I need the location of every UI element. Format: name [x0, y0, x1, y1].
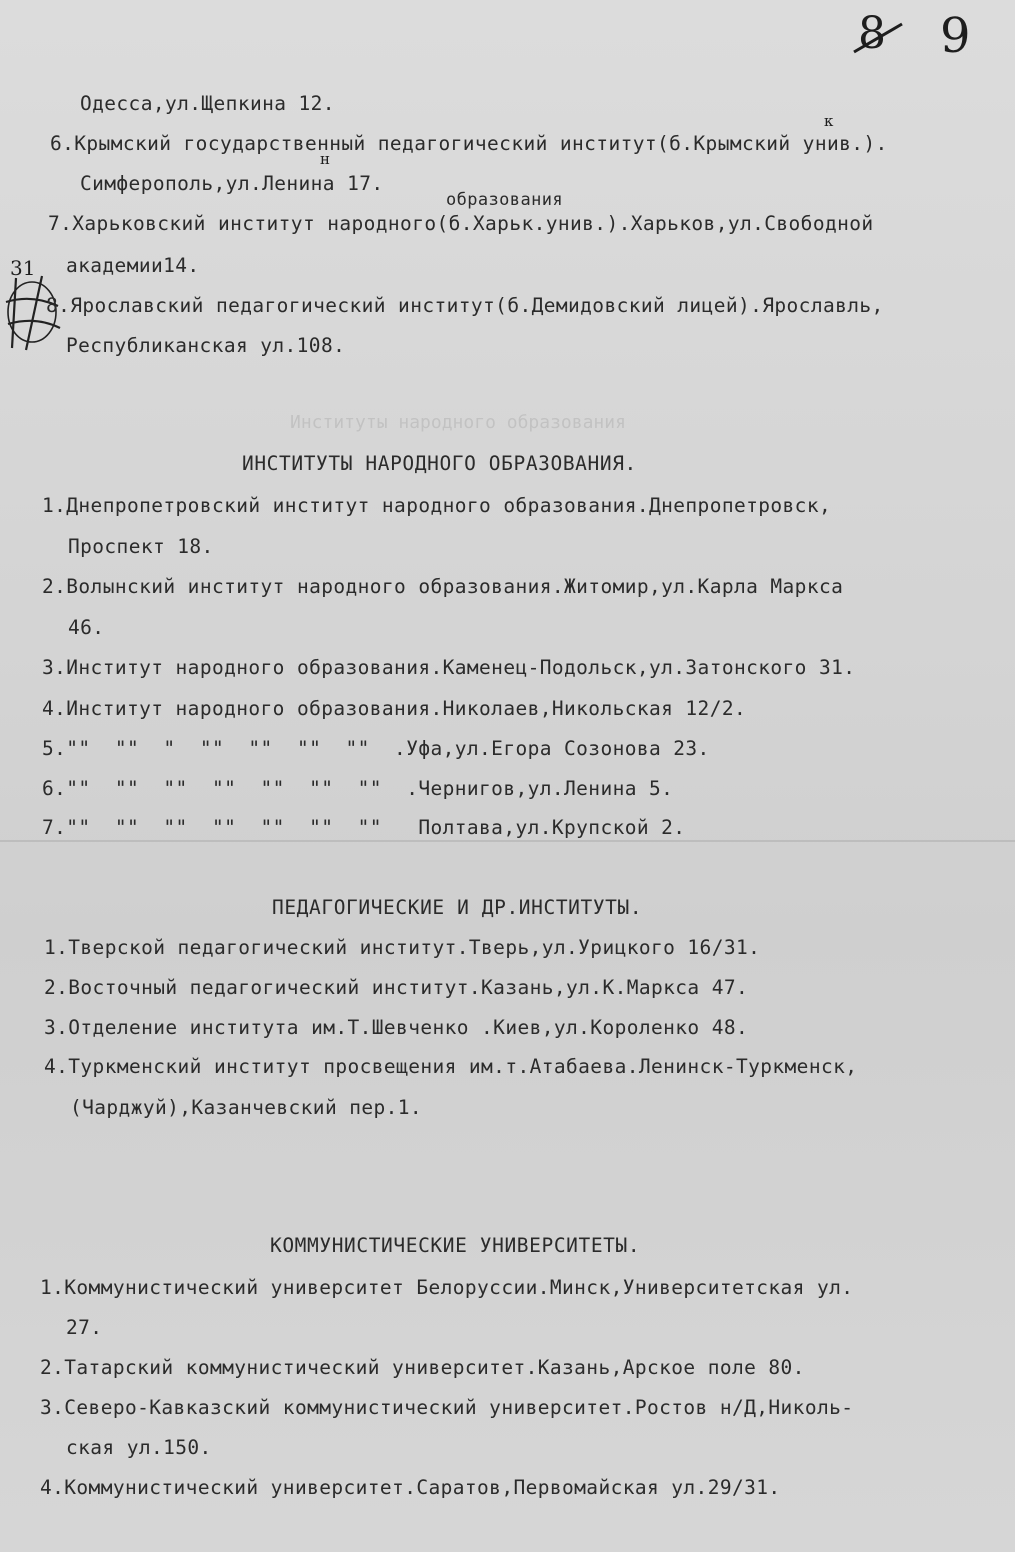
section-2-line-3: 3.Отделение института им.Т.Шевченко .Киев,ул.Короленко 48. [44, 1016, 749, 1039]
folio-struck-number: 8 [858, 8, 886, 59]
top-line-6: 8.Ярославский педагогический институт(б.Демидовский лицей).Ярославль, [46, 294, 884, 317]
section-1-line-9: 7."" "" "" "" "" "" "" Полтава,ул.Крупской 2. [42, 816, 686, 839]
section-1-line-3: 2.Волынский институт народного образования.Житомир,ул.Карла Маркса [42, 575, 844, 598]
section-2-line-1: 1.Тверской педагогический институт.Тверь,ул.Урицкого 16/31. [44, 936, 761, 959]
insertion-obrazovaniya: образования [446, 190, 563, 210]
top-line-5: академии14. [66, 254, 200, 277]
section-2-line-5: (Чарджуй),Казанчевский пер.1. [70, 1096, 423, 1119]
top-line-1: Одесса,ул.Щепкина 12. [80, 92, 335, 115]
fold-line [0, 840, 1015, 842]
section-2-heading: ПЕДАГОГИЧЕСКИЕ И ДР.ИНСТИТУТЫ. [272, 896, 643, 919]
bleed-through-text: Институты народного образования [290, 412, 626, 433]
section-3-line-1: 1.Коммунистический университет Белоруссии.Минск,Университетская ул. [40, 1276, 854, 1299]
section-3-line-6: 4.Коммунистический университет.Саратов,Первомайская ул.29/31. [40, 1476, 781, 1499]
section-1-heading: ИНСТИТУТЫ НАРОДНОГО ОБРАЗОВАНИЯ. [242, 452, 637, 475]
top-line-2: 6.Крымский государственный педагогический институт(б.Крымский унив.). [50, 132, 888, 155]
insertion-k: к [824, 112, 834, 130]
section-3-line-5: ская ул.150. [66, 1436, 212, 1459]
section-1-line-1: 1.Днепропетровский институт народного образования.Днепропетровск, [42, 494, 832, 517]
section-1-line-6: 4.Институт народного образования.Николаев,Никольская 12/2. [42, 697, 747, 720]
folio-number: 9 [940, 8, 971, 64]
section-1-line-5: 3.Институт народного образования.Каменец-Подольск,ул.Затонского 31. [42, 656, 856, 679]
top-line-7: Республиканская ул.108. [66, 334, 346, 357]
section-1-line-8: 6."" "" "" "" "" "" "" .Чернигов,ул.Ленина 5. [42, 777, 674, 800]
top-line-4: 7.Харьковский институт народного(б.Харьк.унив.).Харьков,ул.Свободной [48, 212, 874, 235]
section-1-line-7: 5."" "" " "" "" "" "" .Уфа,ул.Егора Созонова 23. [42, 737, 710, 760]
section-2-line-2: 2.Восточный педагогический институт.Казань,ул.К.Маркса 47. [44, 976, 749, 999]
strike-mark [852, 18, 904, 58]
top-line-3: Симферополь,ул.Ленина 17. [80, 172, 384, 195]
section-1-line-4: 46. [68, 616, 105, 639]
section-3-line-4: 3.Северо-Кавказский коммунистический университет.Ростов н/Д,Николь- [40, 1396, 854, 1419]
section-3-heading: КОММУНИСТИЧЕСКИЕ УНИВЕРСИТЕТЫ. [270, 1234, 641, 1257]
insertion-n: н [320, 150, 330, 168]
section-1-line-2: Проспект 18. [68, 535, 214, 558]
section-2-line-4: 4.Туркменский институт просвещения им.т.Атабаева.Ленинск-Туркменск, [44, 1055, 858, 1078]
section-3-line-3: 2.Татарский коммунистический университет.Казань,Арское поле 80. [40, 1356, 805, 1379]
margin-number: 31 [10, 256, 36, 280]
section-3-line-2: 27. [66, 1316, 103, 1339]
